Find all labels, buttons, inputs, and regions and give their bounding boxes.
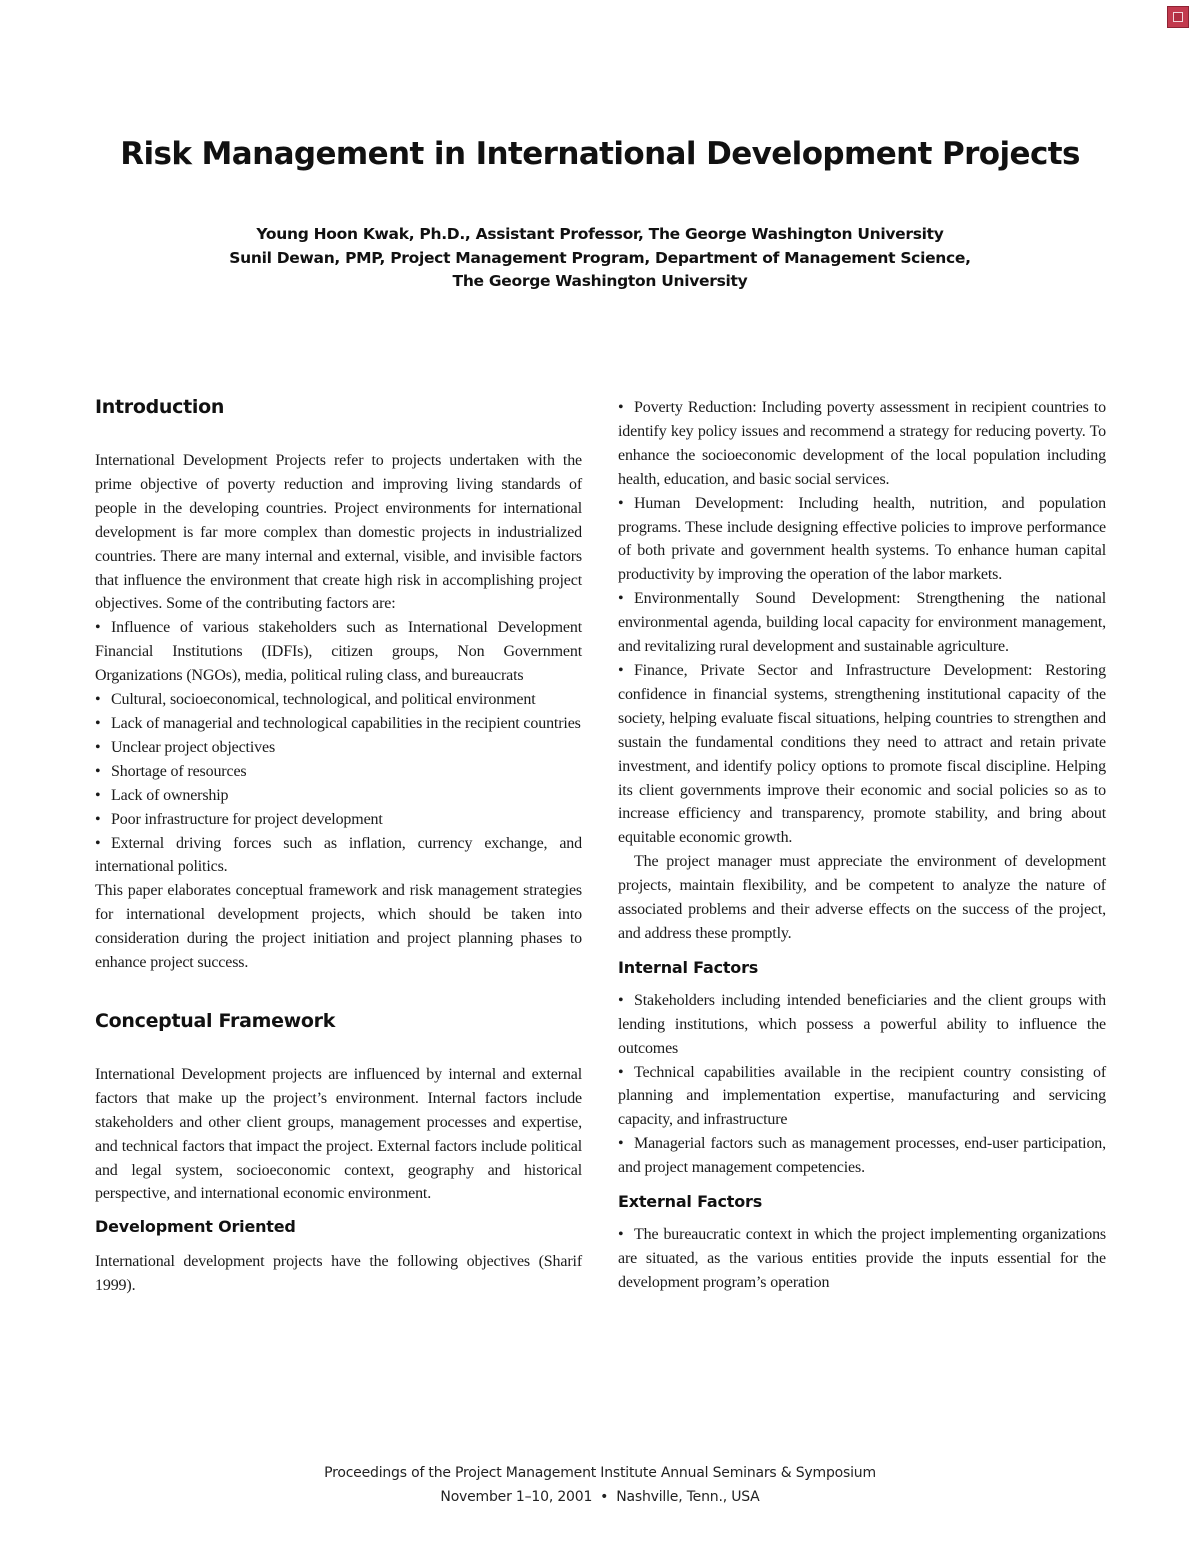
page-footer [0, 1461, 1200, 1509]
bullet: • [95, 786, 101, 804]
footer-date-place [0, 1485, 1200, 1509]
bullet: • [618, 590, 624, 608]
list-item: • The bureaucratic context in which the project implementing organizations are situated, as the various entities provide the inputs essential for the development program’s operation [618, 1223, 1106, 1295]
footer-place: Nashville, Tenn., USA [616, 1489, 760, 1505]
bullet: • [95, 619, 101, 637]
list-item: • Poverty Reduction: Including poverty assessment in recipient countries to identify key policy issues and recommend a strategy for reducing poverty. To enhance the socioeconomic development of the local population including health, education, and basic social services. [618, 396, 1106, 492]
bullet: • [618, 1135, 624, 1153]
conceptual-framework-heading: Conceptual Framework [95, 1009, 336, 1032]
bullet: • [618, 494, 624, 512]
bullet: • [618, 991, 624, 1009]
bullet: • [618, 1226, 624, 1244]
introduction-closing-paragraph: This paper elaborates conceptual framework and risk management strategies for international development projects, which should be taken into consideration during the project initiation and project planning phases to enhance project success. [95, 882, 582, 972]
bullet: • [95, 810, 101, 828]
paper-title: Risk Management in International Development Projects [120, 136, 1080, 172]
list-item: • Managerial factors such as management processes, end-user participation, and project management competencies. [618, 1132, 1106, 1180]
list-item: • Unclear project objectives [95, 736, 582, 760]
development-oriented-heading: Development Oriented [95, 1217, 296, 1237]
bullet: • [618, 399, 624, 416]
bullet: • [618, 1063, 624, 1081]
list-item: • Stakeholders including intended beneficiaries and the client groups with lending institutions, which possess a powerful ability to influence the outcomes [618, 989, 1106, 1061]
author-block [0, 223, 1200, 294]
list-item: • Poor infrastructure for project development [95, 808, 582, 832]
list-item: • Lack of ownership [95, 784, 582, 808]
bullet: • [618, 661, 624, 679]
introduction-paragraph: International Development Projects refer to projects undertaken with the prime objective of poverty reduction and improving living standards of people in the developing countries. Project environments for international development is far more complex than domestic projects in industrialized countries. There are many internal and external, visible, and invisible factors that influence the environment that create high risk in accomplishing project objectives. Some of the contributing factors are: [95, 452, 582, 613]
corner-logo-mark [1167, 6, 1189, 28]
development-oriented-paragraph: International development projects have the following objectives (Sharif 1999). [95, 1253, 582, 1295]
external-factors-heading: External Factors [618, 1192, 763, 1212]
left-column [95, 396, 582, 1298]
list-item: • Finance, Private Sector and Infrastructure Development: Restoring confidence in financial systems, strengthening institutional capacity of the society, helping evaluate fiscal situations, helping countries to strengthen and sustain the fundamental conditions they need to attract and retain private investment, and identify policy options to promote fiscal discipline. Helping its client governments improve their economic and social policies so as to increase efficiency and transparency, promote stability, and bring about equitable economic growth. [618, 659, 1106, 850]
bullet: • [95, 691, 101, 709]
footer-date: November 1–10, 2001 [440, 1489, 593, 1505]
list-item: • Environmentally Sound Development: Strengthening the national environmental agenda, building local capacity for environment management, and revitalizing rural development and sustainable agriculture. [618, 587, 1106, 659]
conceptual-framework-paragraph: International Development projects are influenced by internal and external factors that make up the project’s environment. Internal factors include stakeholders and other client groups, management processes and expertise, and technical factors that impact the project. External factors include political and legal system, socioeconomic context, geography and historical perspective, and international economic environment. [95, 1065, 582, 1203]
list-item: • Technical capabilities available in the recipient country consisting of planning and implementation expertise, manufacturing and servicing capacity, and infrastructure [618, 1061, 1106, 1133]
right-column [618, 396, 1106, 1295]
bullet: • [95, 762, 101, 780]
list-item: • External driving forces such as inflation, currency exchange, and international politics. [95, 832, 582, 880]
list-item: • Cultural, socioeconomical, technological, and political environment [95, 688, 582, 712]
author-line-1: Young Hoon Kwak, Ph.D., Assistant Professor, The George Washington University [256, 225, 944, 243]
author-line-2: Sunil Dewan, PMP, Project Management Program, Department of Management Science, [229, 248, 971, 267]
author-line-3: The George Washington University [452, 272, 748, 290]
list-item: • Shortage of resources [95, 760, 582, 784]
internal-factors-heading: Internal Factors [618, 957, 759, 977]
list-item: • Lack of managerial and technological capabilities in the recipient countries [95, 712, 582, 736]
bullet: • [95, 738, 101, 756]
bullet: • [95, 714, 101, 732]
bullet: • [95, 834, 101, 852]
footer-proceedings: Proceedings of the Project Management Institute Annual Seminars & Symposium [324, 1465, 876, 1481]
project-manager-paragraph: The project manager must appreciate the environment of development projects, maintain flexibility, and be competent to analyze the nature of associated problems and their adverse effects on the success of the project, and address these promptly. [618, 853, 1106, 942]
list-item: • Human Development: Including health, nutrition, and population programs. These include designing effective policies to improve performance of both private and government health systems. To enhance human capital productivity by improving the operation of the labor markets. [618, 492, 1106, 588]
introduction-heading: Introduction [95, 396, 225, 418]
list-item: • Influence of various stakeholders such as International Development Financial Institutions (IDFIs), citizen groups, Non Government Organizations (NGOs), media, political ruling class, and bureaucrats [95, 616, 582, 688]
footer-separator: • [600, 1489, 609, 1505]
